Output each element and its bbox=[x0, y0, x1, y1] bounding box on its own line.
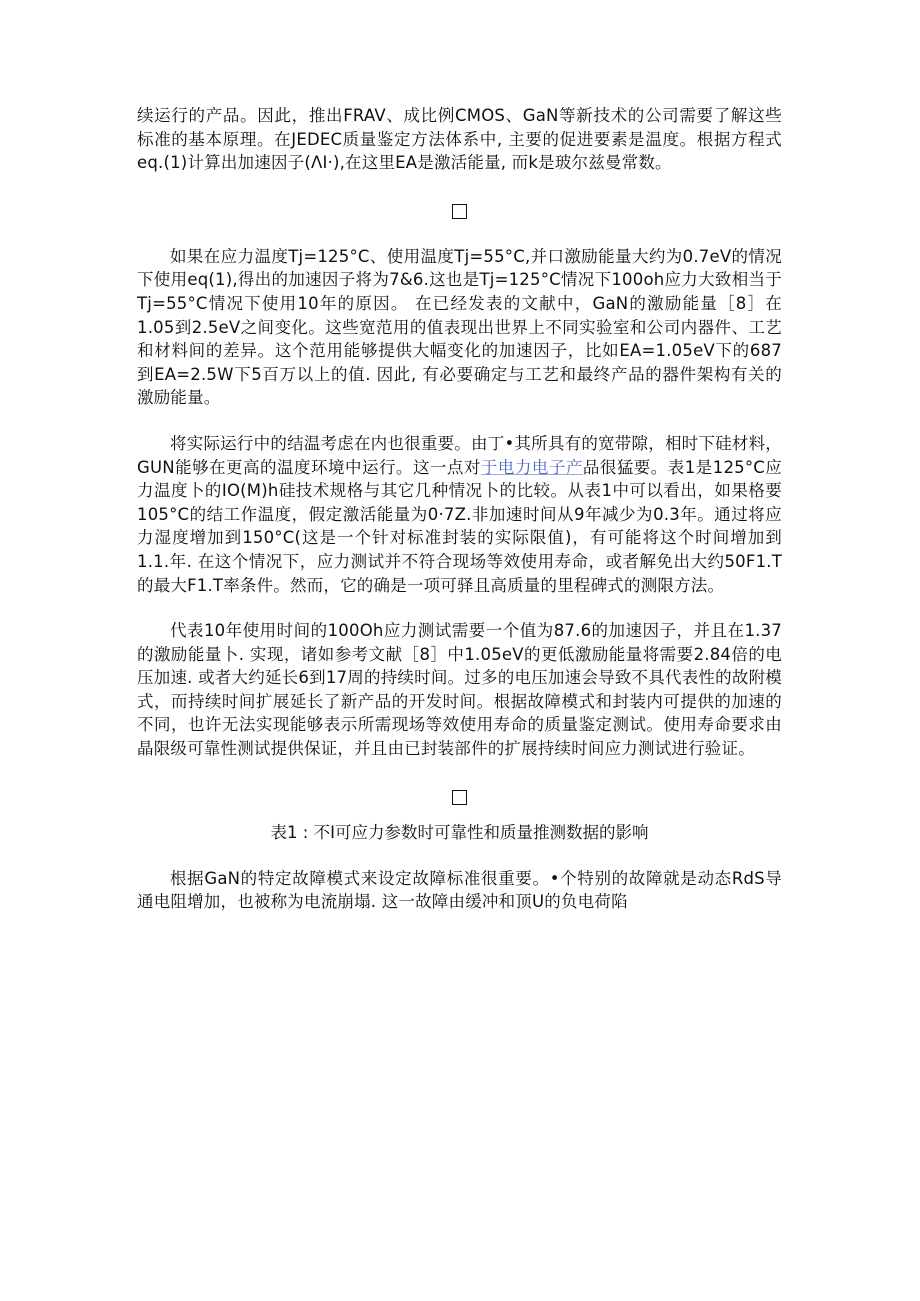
paragraph-junction-temperature bbox=[137, 432, 782, 597]
paragraph-intro: 续运行的产品。因此，推出FRAV、成比例CMOS、GaN等新技术的公司需要了解这些标准的基本原理。在JEDEC质量鉴定方法体系中, 主要的促进要素是温度。根据方程式eq.(1)计算出加速因子(ΛI·),在这里EA是激活能量, 而k是玻尔兹曼常数。 bbox=[137, 106, 782, 173]
paragraph-text-before-link: 将实际运行中的结温考虑在内也很重要。由丁•其所具有的宽带隙，相时下硅材料，GUN能够在更高的温度环境中运行。这一点对 bbox=[137, 433, 782, 477]
document-page bbox=[137, 104, 782, 914]
power-electronics-link[interactable]: 于电力电子产 bbox=[480, 457, 583, 477]
paragraph-text-after-link: 品很猛要。表1是125°C应力温度卜的IO(M)h硅技术规格与其它几种情况卜的比较。从表1中可以看出，如果格要105°C的结工作温度，假定激活能量为0·7Z.非加速时间从9年减少为0.3年。通过将应力湿度增加到150°C(这是一个针对标准封装的实际限值)，有可能将这个时间增加到1.1.年. 在这个情况下，应力测试并不符合现场等效使用寿命，或者解免出大约50F1.T的最大F1.T率条件。然而，它的确是一项可驿且高质量的里程碑式的测限方法。 bbox=[137, 457, 783, 595]
missing-image-box-icon bbox=[452, 790, 467, 805]
paragraph-activation-energy: 如果在应力温度Tj=125°C、使用温度Tj=55°C,并口激励能量大约为0.7eV的情况下使用eq(1),得出的加速因子将为7&6.这也是Tj=125°C情况下100oh应力大致相当于Tj=55°C情况下使用10年的原因。 在已经发表的文献中，GaN的激励能量［8］在1.05到2.5eV之间变化。这些宽范用的值表现出世界上不同实验室和公司内器件、工艺和材料间的差异。这个范用能够提供大幅变化的加速因子，比如EA=1.05eV下的687到EA=2.5W下5百万以上的值. 因此, 有必要确定与工艺和最终产品的器件架构有关的激励能量。 bbox=[137, 246, 782, 408]
figure-placeholder-1 bbox=[137, 199, 782, 223]
paragraph-failure-criteria: 根据GaN的特定故障模式来设定故障标准很重要。•个特别的故障就是动态RdS导通电阻增加，也被称为电流崩塌. 这一故障由缓冲和顶U的负电荷陷 bbox=[137, 868, 782, 912]
table-caption: 表1 : 不I可应力参数时可靠性和质量推测数据的影响 bbox=[270, 822, 649, 842]
missing-image-box-icon bbox=[452, 204, 467, 219]
figure-placeholder-2 bbox=[137, 785, 782, 809]
paragraph-acceleration-factor: 代表10年使用时间的100Oh应力测试需要一个值为87.6的加速因子，并且在1.37的激励能量卜. 实现，诸如参考文献［8］中1.05eV的更低激励能量将需要2.84倍的电压加速. 或者大约延长6到17周的持续时间。过多的电压加速会导致不具代表性的故附模式，而持续时间扩展延长了新产品的开发时间。根据故障模式和封装内可提供的加速的不同，也许无法实现能够表示所需现场等效使用寿命的质量鉴定测试。使用寿命要求由晶限级可靠性测试提供保证，并且由已封装部件的扩展持续时间应力测试进行验证。 bbox=[137, 621, 782, 759]
